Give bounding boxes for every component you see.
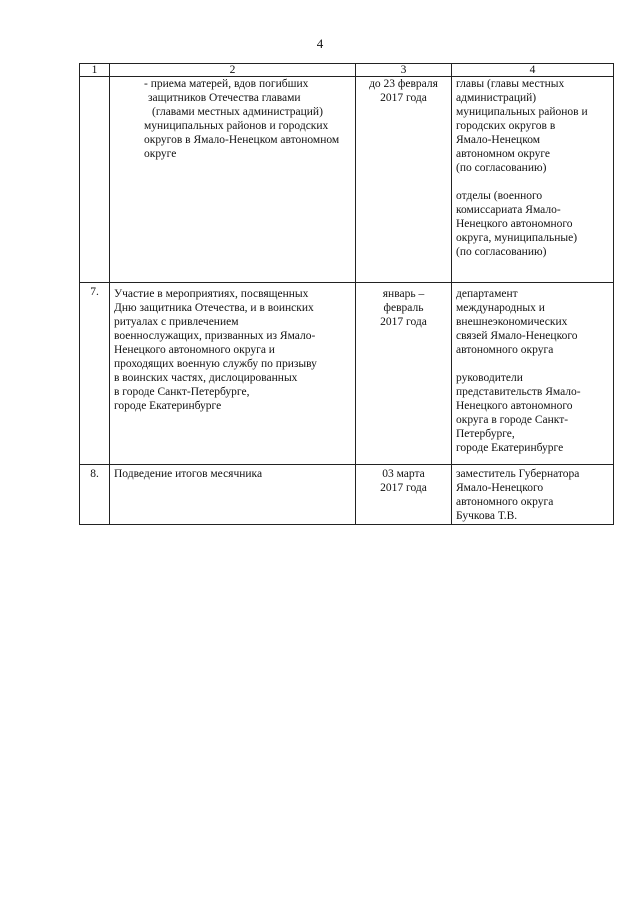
responsible-line: комиссариата Ямало- <box>456 204 561 216</box>
date-line: до 23 февраля <box>369 78 438 90</box>
date-cell <box>356 465 452 525</box>
responsible-line: внешнеэкономических <box>456 316 568 328</box>
event-line: в городе Санкт-Петербурге, <box>114 386 250 398</box>
event-line: округов в Ямало-Ненецком автономном <box>144 134 340 146</box>
event-line: военнослужащих, призванных из Ямало- <box>114 330 316 342</box>
date-line: 03 марта <box>382 468 425 480</box>
date-line: 2017 года <box>380 482 427 494</box>
table-row <box>80 77 614 283</box>
date-line: 2017 года <box>380 316 427 328</box>
event-cell <box>110 77 356 283</box>
table-row <box>80 465 614 525</box>
header-cell: 1 <box>80 64 110 77</box>
events-table <box>79 63 614 525</box>
date-cell <box>356 77 452 283</box>
responsible-line: международных и <box>456 302 545 314</box>
spacer <box>456 175 609 189</box>
responsible-line: заместитель Губернатора <box>456 468 580 480</box>
event-cell <box>110 283 356 465</box>
event-line: (главами местных администраций) <box>152 106 323 118</box>
responsible-line: администраций) <box>456 92 537 104</box>
spacer <box>456 357 609 371</box>
header-cell: 2 <box>110 64 356 77</box>
responsible-line: муниципальных районов и <box>456 106 588 118</box>
event-line: защитников Отечества главами <box>148 92 301 104</box>
row-number: 7. <box>80 283 110 465</box>
event-line: муниципальных районов и городских <box>144 120 329 132</box>
responsible-line: автономного округа <box>456 496 554 508</box>
responsible-line: Ямало-Ненецкого <box>456 482 544 494</box>
event-line: Дню защитника Отечества, и в воинских <box>114 302 314 314</box>
responsible-line: Петербурге, <box>456 428 515 440</box>
responsible-line: округа, муниципальные) <box>456 232 578 244</box>
responsible-line: главы (главы местных <box>456 78 565 90</box>
event-line: проходящих военную службу по призыву <box>114 358 317 370</box>
responsible-line: (по согласованию) <box>456 162 547 174</box>
event-line: Подведение итогов месячника <box>114 468 263 480</box>
responsible-line: Ненецкого автономного <box>456 400 573 412</box>
header-cell: 4 <box>452 64 614 77</box>
responsible-line: округа в городе Санкт- <box>456 414 569 426</box>
event-line: в воинских частях, дислоцированных <box>114 372 298 384</box>
responsible-line: руководители <box>456 372 523 384</box>
responsible-line: представительств Ямало- <box>456 386 581 398</box>
responsible-line: отделы (военного <box>456 190 543 202</box>
event-cell <box>110 465 356 525</box>
event-line: Ненецкого автономного округа и <box>114 344 275 356</box>
responsible-cell <box>452 283 614 465</box>
date-line: февраль <box>383 302 424 314</box>
date-line: 2017 года <box>380 92 427 104</box>
row-number: 8. <box>80 465 110 525</box>
event-line: Участие в мероприятиях, посвященных <box>114 288 309 300</box>
responsible-line: Ненецкого автономного <box>456 218 573 230</box>
header-cell: 3 <box>356 64 452 77</box>
responsible-line: городе Екатеринбурге <box>456 442 564 454</box>
responsible-line: автономного округа <box>456 344 554 356</box>
responsible-cell <box>452 465 614 525</box>
responsible-line: связей Ямало-Ненецкого <box>456 330 578 342</box>
responsible-line: городских округов в <box>456 120 556 132</box>
event-line: ритуалах с привлечением <box>114 316 239 328</box>
responsible-line: (по согласованию) <box>456 246 547 258</box>
date-cell <box>356 283 452 465</box>
event-line: - приема матерей, вдов погибших <box>144 78 309 90</box>
date-line: январь – <box>382 288 425 300</box>
row-number <box>80 77 110 283</box>
responsible-line: Ямало-Ненецком <box>456 134 541 146</box>
responsible-line: департамент <box>456 288 518 300</box>
responsible-line: автономном округе <box>456 148 551 160</box>
event-line: округе <box>144 148 177 160</box>
responsible-line: Бучкова Т.В. <box>456 510 518 522</box>
responsible-cell <box>452 77 614 283</box>
page-number: 4 <box>316 36 324 51</box>
table-header-row <box>80 64 614 77</box>
event-line: городе Екатеринбурге <box>114 400 222 412</box>
table-row <box>80 283 614 465</box>
